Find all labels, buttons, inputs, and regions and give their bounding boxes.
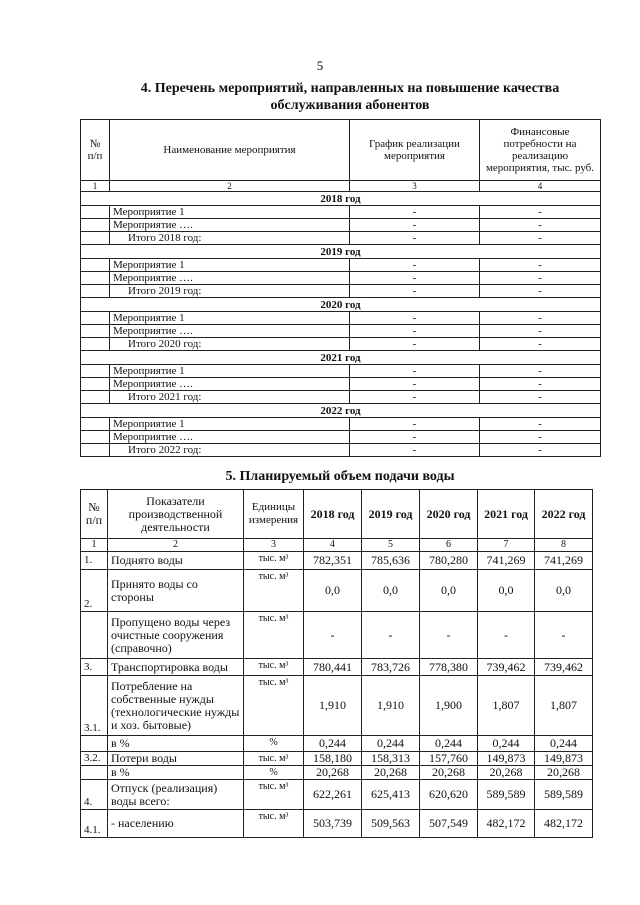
schedule-value: - <box>350 272 480 285</box>
col-number: 1 <box>81 181 110 192</box>
finance-value: - <box>480 338 601 351</box>
value-2022: 589,589 <box>535 780 593 810</box>
value-2020: 780,280 <box>420 552 478 570</box>
value-2022: 741,269 <box>535 552 593 570</box>
value-2022: - <box>535 612 593 659</box>
unit-value: тыс. м³ <box>244 810 304 838</box>
value-2018: 503,739 <box>304 810 362 838</box>
year-group-row <box>81 404 601 418</box>
schedule-value: - <box>350 325 480 338</box>
row-number <box>81 206 110 219</box>
schedule-value: - <box>350 232 480 245</box>
unit-value: тыс. м³ <box>244 612 304 659</box>
value-2020: 0,244 <box>420 736 478 752</box>
col-number: 6 <box>420 539 478 552</box>
finance-value: - <box>480 312 601 325</box>
indicator-name: - населению <box>108 810 244 838</box>
value-2022: 0,0 <box>535 570 593 612</box>
row-number: 1. <box>81 552 108 570</box>
indicator-name: в % <box>108 736 244 752</box>
finance-value: - <box>480 325 601 338</box>
schedule-value: - <box>350 418 480 431</box>
value-2020: 20,268 <box>420 766 478 780</box>
year-label: 2019 год <box>81 245 601 259</box>
col-number: 1 <box>81 539 108 552</box>
col-number: 7 <box>478 539 535 552</box>
value-2022: 0,244 <box>535 736 593 752</box>
row-number <box>81 312 110 325</box>
value-2021: 0,0 <box>478 570 535 612</box>
col-header-indicator: Показатели производственной деятельности <box>108 490 244 539</box>
unit-value: тыс. м³ <box>244 780 304 810</box>
column-numbers-row <box>81 539 593 552</box>
schedule-value: - <box>350 312 480 325</box>
activity-row <box>81 312 601 325</box>
col-header-2022: 2022 год <box>535 490 593 539</box>
page-number: 5 <box>316 58 324 73</box>
finance-value: - <box>480 219 601 232</box>
col-number: 8 <box>535 539 593 552</box>
row-number <box>81 612 108 659</box>
total-label: Итого 2022 год: <box>110 444 350 457</box>
indicator-name: Пропущено воды через очистные сооружения (справочно) <box>108 612 244 659</box>
finance-value: - <box>480 378 601 391</box>
row-number <box>81 285 110 298</box>
value-2020: 507,549 <box>420 810 478 838</box>
value-2022: 482,172 <box>535 810 593 838</box>
total-row <box>81 285 601 298</box>
activities-header-row <box>81 120 601 181</box>
value-2021: - <box>478 612 535 659</box>
value-2020: 157,760 <box>420 752 478 766</box>
row-number <box>81 232 110 245</box>
row-number: 3.2. <box>81 752 108 766</box>
activity-row <box>81 272 601 285</box>
indicator-row <box>81 659 593 676</box>
activity-name: Мероприятие …. <box>110 325 350 338</box>
schedule-value: - <box>350 259 480 272</box>
indicator-row <box>81 752 593 766</box>
value-2019: 785,636 <box>362 552 420 570</box>
column-numbers-row <box>81 181 601 192</box>
value-2022: 1,807 <box>535 676 593 736</box>
col-header-2019: 2019 год <box>362 490 420 539</box>
indicator-name: Отпуск (реализация) воды всего: <box>108 780 244 810</box>
section4-title: 4. Перечень мероприятий, направленных на повышение качества обслуживания абонентов <box>140 81 560 113</box>
row-number: 2. <box>81 570 108 612</box>
water-header-row <box>81 490 593 539</box>
value-2020: 620,620 <box>420 780 478 810</box>
activity-row <box>81 365 601 378</box>
col-header-activity: Наименование мероприятия <box>110 120 350 181</box>
indicator-row <box>81 676 593 736</box>
indicator-name: Потребление на собственные нужды (технологические нужды и хоз. бытовые) <box>108 676 244 736</box>
value-2018: 0,0 <box>304 570 362 612</box>
col-number: 2 <box>108 539 244 552</box>
col-header-unit: Единицы измерения <box>244 490 304 539</box>
row-number <box>81 418 110 431</box>
col-header-2018: 2018 год <box>304 490 362 539</box>
activity-name: Мероприятие …. <box>110 378 350 391</box>
col-number: 5 <box>362 539 420 552</box>
col-number: 4 <box>304 539 362 552</box>
value-2021: 741,269 <box>478 552 535 570</box>
indicator-name: Транспортировка воды <box>108 659 244 676</box>
value-2021: 20,268 <box>478 766 535 780</box>
col-number: 3 <box>350 181 480 192</box>
finance-value: - <box>480 391 601 404</box>
value-2020: 0,0 <box>420 570 478 612</box>
row-number <box>81 338 110 351</box>
value-2020: - <box>420 612 478 659</box>
indicator-name: в % <box>108 766 244 780</box>
value-2022: 20,268 <box>535 766 593 780</box>
indicator-row <box>81 552 593 570</box>
value-2019: 0,244 <box>362 736 420 752</box>
unit-value: тыс. м³ <box>244 570 304 612</box>
total-row <box>81 338 601 351</box>
value-2020: 1,900 <box>420 676 478 736</box>
row-number <box>81 766 108 780</box>
value-2018: 622,261 <box>304 780 362 810</box>
indicator-name: Потери воды <box>108 752 244 766</box>
activity-name: Мероприятие 1 <box>110 418 350 431</box>
row-number <box>81 391 110 404</box>
col-header-2021: 2021 год <box>478 490 535 539</box>
water-supply-table <box>80 489 593 838</box>
value-2019: - <box>362 612 420 659</box>
activity-name: Мероприятие 1 <box>110 365 350 378</box>
activity-name: Мероприятие 1 <box>110 312 350 325</box>
row-number <box>81 219 110 232</box>
year-label: 2021 год <box>81 351 601 365</box>
finance-value: - <box>480 272 601 285</box>
indicator-row <box>81 736 593 752</box>
unit-value: тыс. м³ <box>244 676 304 736</box>
value-2021: 0,244 <box>478 736 535 752</box>
row-number: 3. <box>81 659 108 676</box>
unit-value: тыс. м³ <box>244 752 304 766</box>
year-label: 2018 год <box>81 192 601 206</box>
value-2021: 482,172 <box>478 810 535 838</box>
col-header-schedule: График реализации мероприятия <box>350 120 480 181</box>
value-2021: 739,462 <box>478 659 535 676</box>
finance-value: - <box>480 365 601 378</box>
finance-value: - <box>480 431 601 444</box>
value-2021: 149,873 <box>478 752 535 766</box>
unit-value: тыс. м³ <box>244 659 304 676</box>
indicator-row <box>81 570 593 612</box>
total-label: Итого 2019 год: <box>110 285 350 298</box>
row-number <box>81 431 110 444</box>
value-2019: 625,413 <box>362 780 420 810</box>
indicator-row <box>81 780 593 810</box>
value-2018: 1,910 <box>304 676 362 736</box>
total-label: Итого 2021 год: <box>110 391 350 404</box>
row-number <box>81 272 110 285</box>
schedule-value: - <box>350 431 480 444</box>
row-number <box>81 365 110 378</box>
activities-body <box>81 192 601 457</box>
schedule-value: - <box>350 338 480 351</box>
row-number <box>81 325 110 338</box>
value-2019: 20,268 <box>362 766 420 780</box>
activity-row <box>81 206 601 219</box>
schedule-value: - <box>350 378 480 391</box>
indicator-name: Поднято воды <box>108 552 244 570</box>
activity-name: Мероприятие 1 <box>110 259 350 272</box>
year-group-row <box>81 351 601 365</box>
schedule-value: - <box>350 219 480 232</box>
value-2018: 158,180 <box>304 752 362 766</box>
col-number: 3 <box>244 539 304 552</box>
schedule-value: - <box>350 206 480 219</box>
activity-row <box>81 325 601 338</box>
col-header-2020: 2020 год <box>420 490 478 539</box>
finance-value: - <box>480 259 601 272</box>
unit-value: тыс. м³ <box>244 552 304 570</box>
value-2019: 1,910 <box>362 676 420 736</box>
unit-value: % <box>244 766 304 780</box>
activity-row <box>81 219 601 232</box>
year-label: 2020 год <box>81 298 601 312</box>
value-2018: 0,244 <box>304 736 362 752</box>
unit-value: % <box>244 736 304 752</box>
year-group-row <box>81 245 601 259</box>
value-2021: 1,807 <box>478 676 535 736</box>
col-number: 2 <box>110 181 350 192</box>
finance-value: - <box>480 206 601 219</box>
schedule-value: - <box>350 444 480 457</box>
value-2022: 149,873 <box>535 752 593 766</box>
year-group-row <box>81 298 601 312</box>
activity-name: Мероприятие 1 <box>110 206 350 219</box>
total-row <box>81 444 601 457</box>
total-row <box>81 391 601 404</box>
activity-row <box>81 259 601 272</box>
row-number <box>81 444 110 457</box>
year-group-row <box>81 192 601 206</box>
value-2019: 0,0 <box>362 570 420 612</box>
value-2019: 509,563 <box>362 810 420 838</box>
finance-value: - <box>480 285 601 298</box>
value-2022: 739,462 <box>535 659 593 676</box>
activity-name: Мероприятие …. <box>110 431 350 444</box>
indicator-row <box>81 766 593 780</box>
indicator-row <box>81 810 593 838</box>
col-header-finance: Финансовые потребности на реализацию мероприятия, тыс. руб. <box>480 120 601 181</box>
activity-row <box>81 378 601 391</box>
activity-name: Мероприятие …. <box>110 219 350 232</box>
indicator-row <box>81 612 593 659</box>
row-number <box>81 378 110 391</box>
total-row <box>81 232 601 245</box>
schedule-value: - <box>350 285 480 298</box>
year-label: 2022 год <box>81 404 601 418</box>
value-2021: 589,589 <box>478 780 535 810</box>
finance-value: - <box>480 232 601 245</box>
activity-row <box>81 418 601 431</box>
total-label: Итого 2020 год: <box>110 338 350 351</box>
value-2020: 778,380 <box>420 659 478 676</box>
row-number: 3.1. <box>81 676 108 736</box>
row-number: 4.1. <box>81 810 108 838</box>
col-number: 4 <box>480 181 601 192</box>
finance-value: - <box>480 418 601 431</box>
col-header-num: № п/п <box>81 120 110 181</box>
row-number <box>81 259 110 272</box>
row-number: 4. <box>81 780 108 810</box>
indicator-name: Принято воды со стороны <box>108 570 244 612</box>
value-2018: 782,351 <box>304 552 362 570</box>
finance-value: - <box>480 444 601 457</box>
water-body <box>81 552 593 838</box>
value-2018: 780,441 <box>304 659 362 676</box>
activity-row <box>81 431 601 444</box>
value-2018: 20,268 <box>304 766 362 780</box>
schedule-value: - <box>350 365 480 378</box>
row-number <box>81 736 108 752</box>
activities-table <box>80 119 601 457</box>
section5-title: 5. Планируемый объем подачи воды <box>225 469 455 484</box>
total-label: Итого 2018 год: <box>110 232 350 245</box>
value-2019: 158,313 <box>362 752 420 766</box>
activity-name: Мероприятие …. <box>110 272 350 285</box>
schedule-value: - <box>350 391 480 404</box>
value-2019: 783,726 <box>362 659 420 676</box>
col-header-num: № п/п <box>81 490 108 539</box>
value-2018: - <box>304 612 362 659</box>
